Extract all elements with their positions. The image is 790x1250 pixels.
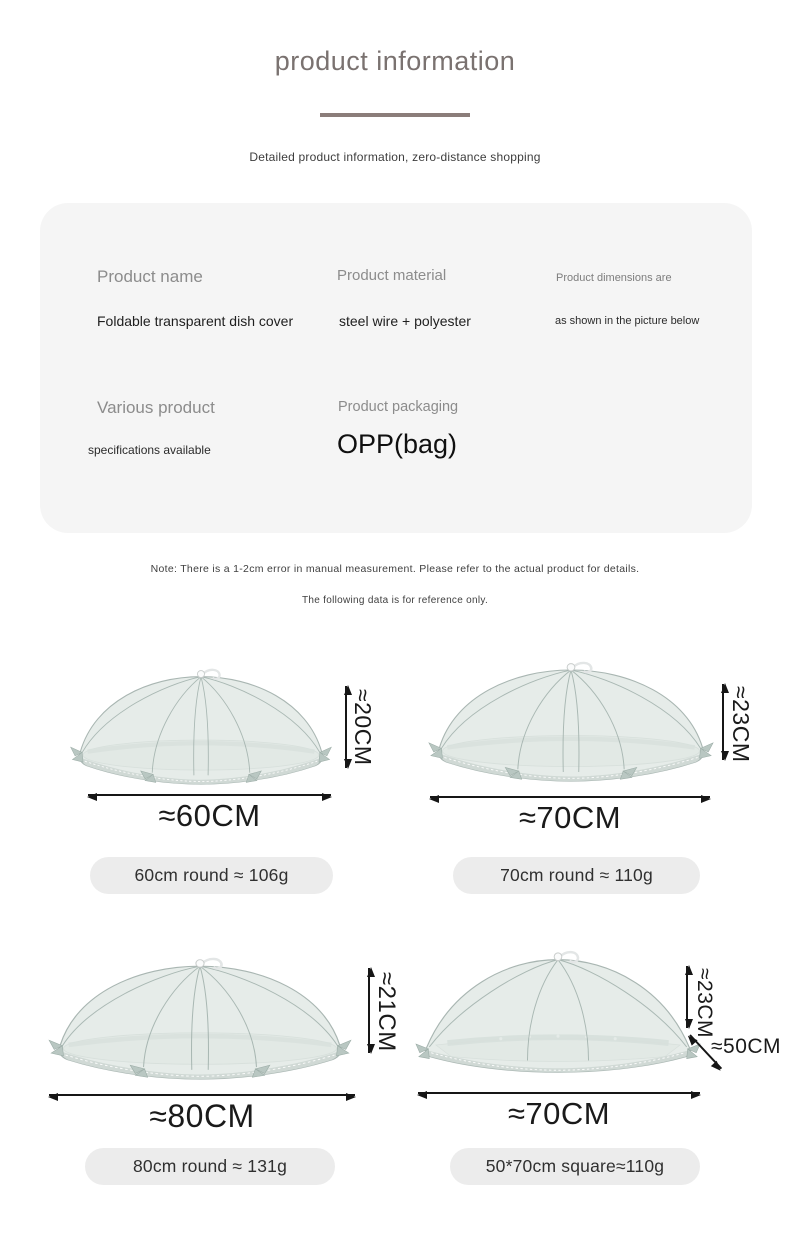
height-arrow (686, 966, 688, 1028)
measurement-note: Note: There is a 1-2cm error in manual measurement. Please refer to the actual product for details. (150, 563, 640, 575)
dish-cover-70cm-illustration (426, 660, 716, 782)
height-dimension-label: ≈23CM (693, 968, 717, 1039)
height-arrow (345, 686, 347, 768)
width-dimension-label: ≈70CM (507, 1096, 611, 1131)
height-dimension-label: ≈23CM (728, 686, 755, 763)
product-packaging-label: Product packaging (338, 399, 459, 415)
page-subtitle: Detailed product information, zero-distance shopping (249, 150, 541, 164)
width-dimension-label: ≈80CM (149, 1098, 255, 1134)
page-title: product information (274, 46, 516, 76)
dish-cover-60cm-illustration (68, 667, 334, 785)
height-dimension-label: ≈20CM (350, 689, 377, 766)
product-dimensions-value: as shown in the picture below (555, 315, 700, 327)
height-arrow (368, 968, 370, 1053)
height-dimension-label: ≈21CM (373, 972, 401, 1052)
product-name-value: Foldable transparent dish cover (97, 313, 294, 329)
weight-badge: 60cm round ≈ 106g (90, 857, 333, 894)
product-dimensions-label: Product dimensions are (556, 272, 672, 284)
depth-dimension-label: ≈50CM (711, 1035, 782, 1058)
weight-badge: 80cm round ≈ 131g (85, 1148, 335, 1185)
various-product-value: specifications available (88, 443, 211, 457)
width-arrow (418, 1092, 700, 1094)
weight-badge: 50*70cm square≈110g (450, 1148, 700, 1185)
product-name-label: Product name (97, 267, 203, 286)
reference-note: The following data is for reference only. (301, 595, 489, 606)
product-material-label: Product material (337, 267, 447, 284)
product-info-card (40, 203, 752, 533)
width-arrow (430, 796, 710, 798)
width-arrow (88, 794, 331, 796)
weight-badge: 70cm round ≈ 110g (453, 857, 700, 894)
dish-cover-80cm-illustration (46, 956, 354, 1080)
product-material-value: steel wire + polyester (339, 313, 471, 329)
dish-cover-50x70cm-illustration (415, 948, 701, 1078)
various-product-label: Various product (97, 398, 215, 417)
width-dimension-label: ≈60CM (158, 798, 261, 833)
width-dimension-label: ≈70CM (518, 800, 622, 835)
height-arrow (722, 684, 724, 760)
product-packaging-value: OPP(bag) (337, 429, 458, 459)
title-underline (320, 113, 470, 117)
width-arrow (49, 1094, 355, 1096)
